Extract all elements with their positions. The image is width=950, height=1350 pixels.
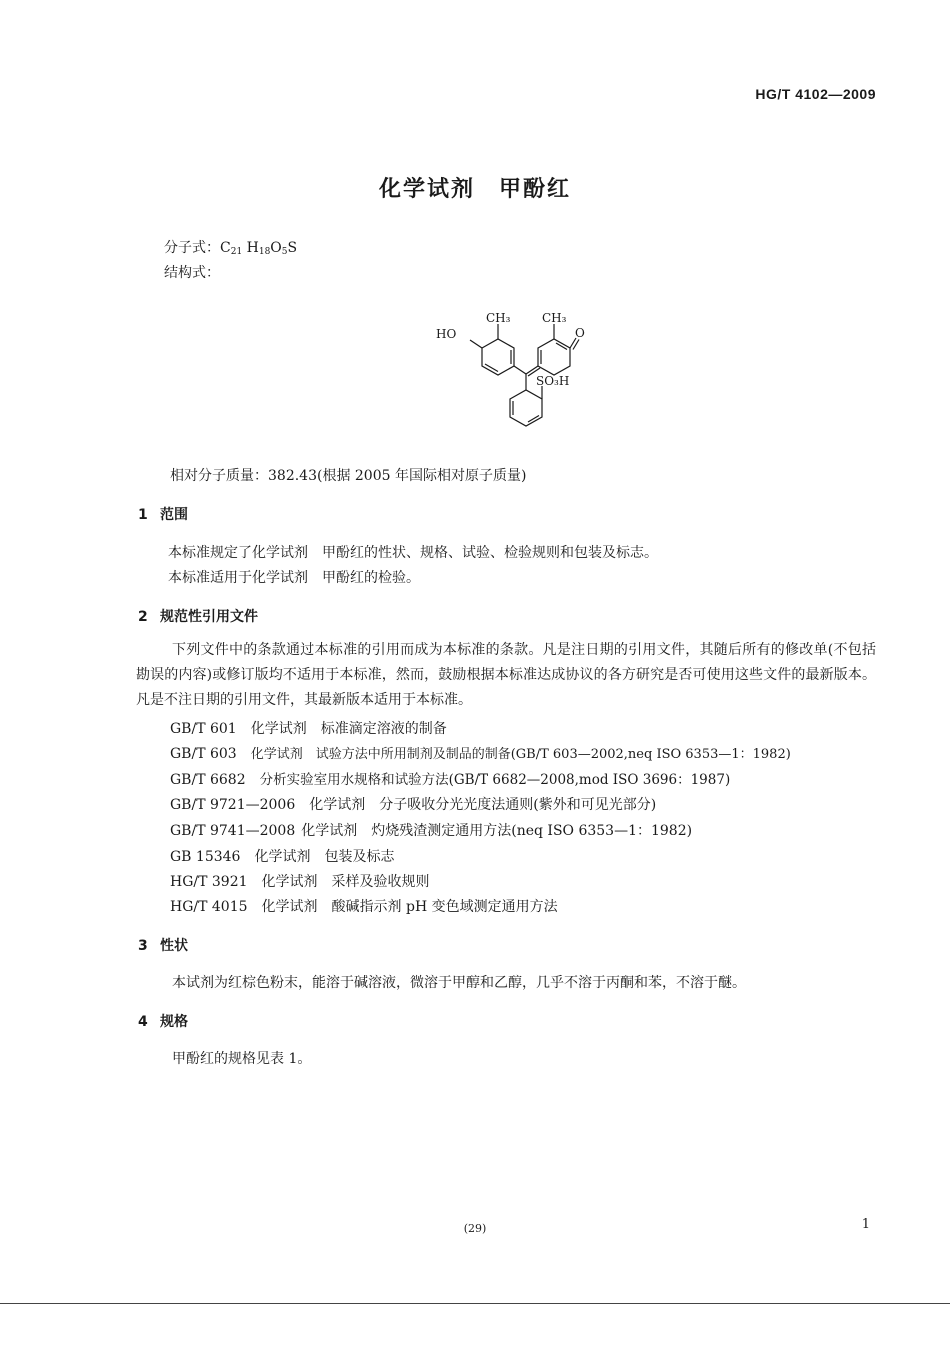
ch3-right-label: CH₃ [542,311,567,325]
reference-item [170,896,558,916]
bottom-ring [510,390,542,426]
reference-code: HG/T 3921 [170,874,248,890]
section-title: 性状 [160,938,188,954]
relative-molecular-mass: 相对分子质量：382.43(根据 2005 年国际相对原子质量) [170,468,527,484]
reference-item [170,768,730,788]
formula-s: S [287,240,298,256]
oxygen-label: O [575,326,585,340]
references-intro: 下列文件中的条款通过本标准的引用而成为本标准的条款。凡是注日期的引用文件，其随后所有的修改单(不包括勘误的内容)或修订版均不适用于本标准，然而，鼓励根据本标准达成协议的各方研究是否可使用这些文件的最新版本。凡是不注日期的引用文件，其最新版本适用于本标准。 [136,642,876,708]
structural-formula [430,308,590,436]
section-number: 3 [138,938,148,954]
section-number: 1 [138,507,148,523]
properties-text: 本试剂为红棕色粉末，能溶于碱溶液，微溶于甲醇和乙醇，几乎不溶于丙酮和苯，不溶于醚。 [172,975,746,991]
reference-title: 分析实验室用水规格和试验方法(GB/T 6682—2008,mod ISO 3696：1987) [259,772,731,788]
section-title: 范围 [160,507,188,523]
reference-title: 化学试剂 试验方法中所用制剂及制品的制备(GB/T 603—2002,neq ISO 6353—1：1982) [250,747,791,762]
specification-text: 甲酚红的规格见表 1。 [172,1051,312,1067]
footer-page-number: (29) [463,1222,487,1235]
reference-item [170,718,447,738]
standard-number: HG/T 4102—2009 [755,86,876,102]
section-number: 4 [138,1014,148,1030]
reference-title: 化学试剂 采样及验收规则 [261,874,430,890]
scope-line-2: 本标准适用于化学试剂 甲酚红的检验。 [168,570,420,586]
reference-item [170,794,656,814]
reference-title: 化学试剂 包装及标志 [254,849,395,865]
reference-code: GB/T 601 [170,721,237,737]
reference-code: GB/T 9741—2008 [170,823,296,839]
reference-title: 化学试剂 酸碱指示剂 pH 变色域测定通用方法 [261,899,558,915]
formula-c-count: 21 [230,247,243,257]
scope-line-1: 本标准规定了化学试剂 甲酚红的性状、规格、试验、检验规则和包装及标志。 [168,545,658,561]
reference-code: GB/T 9721—2006 [170,797,296,813]
molecular-formula [164,237,297,257]
so3h-label: SO₃H [536,374,570,388]
reference-title: 化学试剂 灼烧残渣测定通用方法(neq ISO 6353—1：1982) [301,823,693,839]
reference-title: 化学试剂 分子吸收分光光度法通则(紫外和可见光部分) [309,797,657,813]
section-title: 规范性引用文件 [160,609,258,625]
reference-code: GB 15346 [170,849,241,865]
reference-code: HG/T 4015 [170,899,248,915]
structure-label: 结构式： [164,265,220,281]
section-3-heading [138,935,188,955]
left-ring [482,339,514,375]
formula-label: 分子式： [164,240,220,256]
right-ring [538,339,570,375]
ho-label: HO [436,327,457,341]
section-2-heading [138,606,258,626]
reference-item [170,820,692,840]
ch3-left-label: CH₃ [486,311,511,325]
section-4-heading [138,1011,188,1031]
formula-c: C [220,240,231,256]
formula-o-count: 5 [281,247,288,257]
reference-item [170,871,430,891]
reference-code: GB/T 603 [170,746,237,762]
footer-sheet-number: 1 [861,1217,870,1232]
bottom-rule [0,1303,950,1304]
formula-h: H [246,240,259,256]
document-title: 化学试剂 甲酚红 [378,177,571,202]
reference-title: 化学试剂 标准滴定溶液的制备 [250,721,447,737]
reference-item [170,743,791,762]
section-title: 规格 [160,1014,188,1030]
formula-o: O [270,240,282,256]
section-1-heading [138,504,188,524]
reference-item [170,846,394,866]
formula-h-count: 18 [258,247,271,257]
reference-code: GB/T 6682 [170,772,246,788]
section-number: 2 [138,609,148,625]
